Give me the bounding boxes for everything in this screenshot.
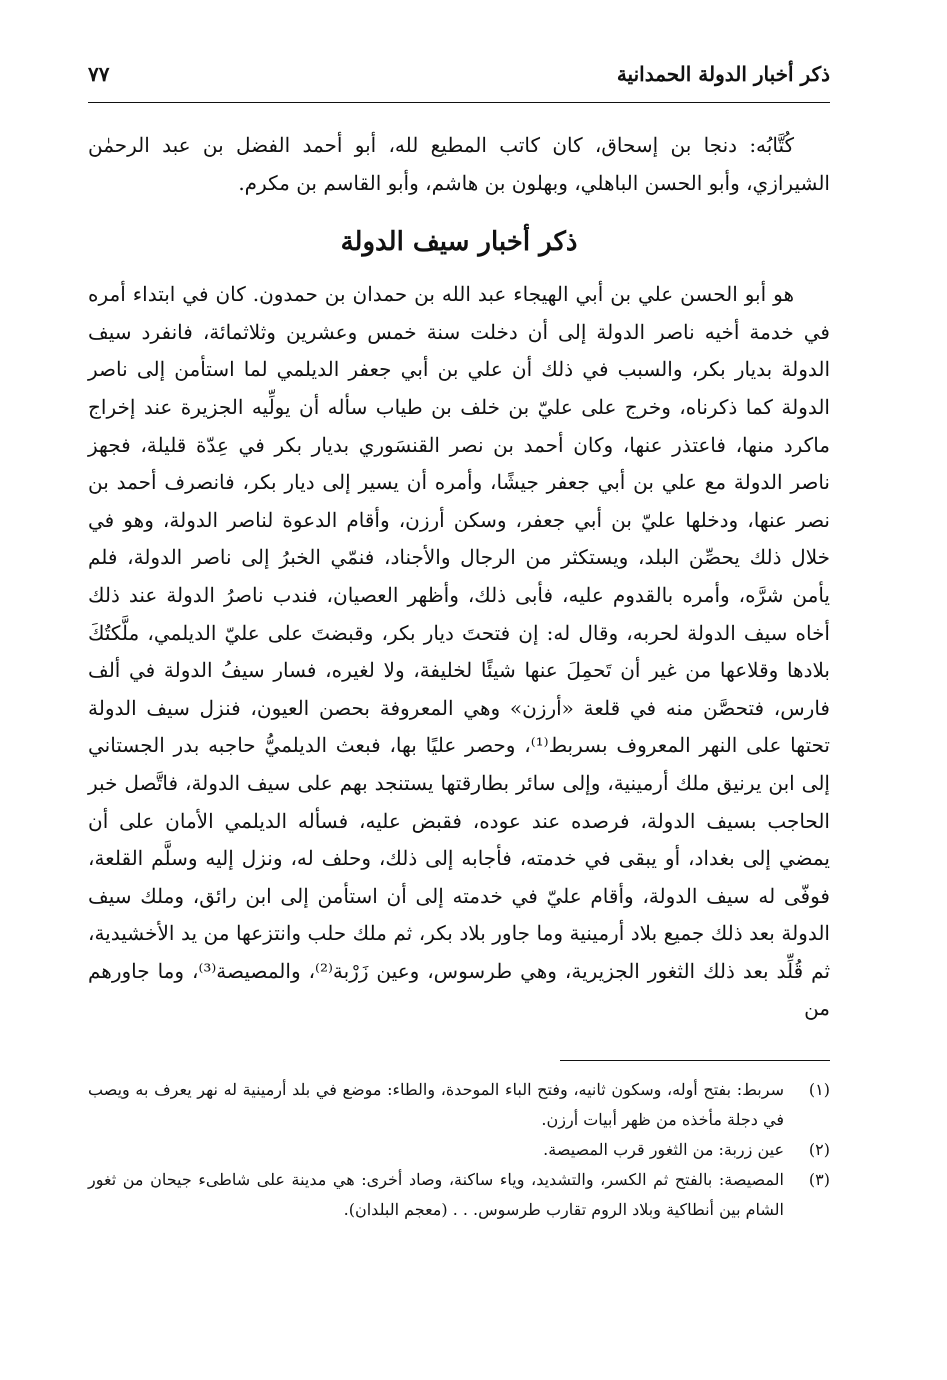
book-page bbox=[88, 62, 830, 1225]
page-number: ٧٧ bbox=[88, 62, 110, 86]
footnote-1 bbox=[88, 1075, 830, 1135]
footnote-number: (٣) bbox=[808, 1170, 830, 1190]
biography-paragraph: هو أبو الحسن علي بن أبي الهيجاء عبد الله بن حمدان بن حمدون. كان في ابتداء أمره في خدمة أخيه ناصر الدولة إلى أن دخلت سنة خمس وعشرين وثلاثمائة، فانفرد سيف الدولة بديار بكر، والسبب في ذلك أن علي بن أبي جعفر الديلمي لما استأمن إلى ناصر الدولة كما ذكرناه، وخرج على عليّ بن خلف بن طياب سأله أن يولِّيه الجزيرة عند إخراج ماكرد منها، فاعتذر عنها، وكان أحمد بن نصر القنسَوري بديار بكر في عِدّة قليلة، فجهز ناصر الدولة مع علي بن أبي جعفر جيشًا، وأمره أن يسير إلى ديار بكر، فانصرف أحمد بن نصر عنها، ودخلها عليّ بن أبي جعفر، وسكن أرزن، وأقام الدعوة لناصر الدولة، وهو في خلال ذلك يحصِّن البلد، ويستكثر من الرجال والأجناد، فنمّي الخبرُ إلى ناصر الدولة، فلم يأمن شرَّه، وأمره بالقدوم عليه، فأبى ذلك، وأظهر العصيان، فندب ناصرُ الدولة عند ذلك أخاه سيف الدولة لحربه، وقال له: إن فتحتَ ديار بكر، وقبضتَ على عليّ الديلمي، ملَّكتُكَ بلادها وقلاعها من غير أن تَحمِلَ عنها شيئًا لخليفة، ولا لغيره، فسار سيفُ الدولة في ألف فارس، فتحصَّن منه في قلعة «أرزن» وهي المعروفة بحصن العيون، فنزل سيف الدولة تحتها على النهر المعروف بسربط⁽¹⁾، وحصر عليًا بها، فبعث الديلميُّ حاجبه بدر الجستاني إلى ابن يرنيق ملك أرمينية، وإلى سائر بطارقتها يستنجد بهم على سيف الدولة، فاتَّصل خبر الحاجب بسيف الدولة، فرصده عند عوده، فقبض عليه، فسأله الديلمي الأمان على أن يمضي إلى بغداد، أو يبقى في خدمته، فأجابه إلى ذلك، وحلف له، ونزل إليه وسلَّم القلعة، فوفّى له سيف الدولة، وأقام عليّ في خدمته إلى أن استأمن إلى ابن رائق، وملك سيف الدولة بعد ذلك جميع بلاد أرمينية وما جاور بلاد بكر، ثم ملك حلب وانتزعها من يد الأخشيدية، ثم قُلِّد بعد ذلك الثغور الجزيرية، وهي طرسوس، وعين زَرْبة⁽²⁾، والمصيصة⁽³⁾، وما جاورهم من bbox=[88, 282, 831, 1021]
footnote-separator-wrap bbox=[88, 1028, 830, 1075]
footnotes bbox=[88, 1075, 830, 1225]
footnote-3 bbox=[88, 1165, 830, 1225]
footnote-number: (١) bbox=[808, 1080, 830, 1100]
footnote-text: عين زربة: من الثغور قرب المصيصة. bbox=[543, 1140, 784, 1160]
footnote-text: سربط: بفتح أوله، وسكون ثانيه، وفتح الباء الموحدة، والطاء: موضع في بلد أرمينية له نهر يعرف به ويصب في دجلة مأخذه من ظهر أبيات أرزن. bbox=[88, 1080, 784, 1130]
running-header bbox=[88, 62, 830, 103]
footnote-text: المصيصة: بالفتح ثم الكسر، والتشديد، وياء ساكنة، وصاد أخرى: هي مدينة على شاطىء جيحان من ثغور الشام بين أنطاكية وبلاد الروم تقارب طرسوس. . . (معجم البلدان). bbox=[88, 1170, 784, 1220]
footnote-separator bbox=[560, 1060, 830, 1061]
scribes-paragraph: كُتَّابُه: دنجا بن إسحاق، كان كاتب المطيع لله، أبو أحمد الفضل بن عبد الرحمٰن الشيرازي، وأبو الحسن الباهلي، وبهلون بن هاشم، وأبو القاسم بن مكرم. bbox=[88, 133, 830, 195]
footnote-number: (٢) bbox=[808, 1140, 830, 1160]
running-head-title: ذكر أخبار الدولة الحمدانية bbox=[616, 62, 830, 86]
footnote-2 bbox=[88, 1135, 830, 1165]
section-heading: ذكر أخبار سيف الدولة bbox=[340, 227, 578, 258]
